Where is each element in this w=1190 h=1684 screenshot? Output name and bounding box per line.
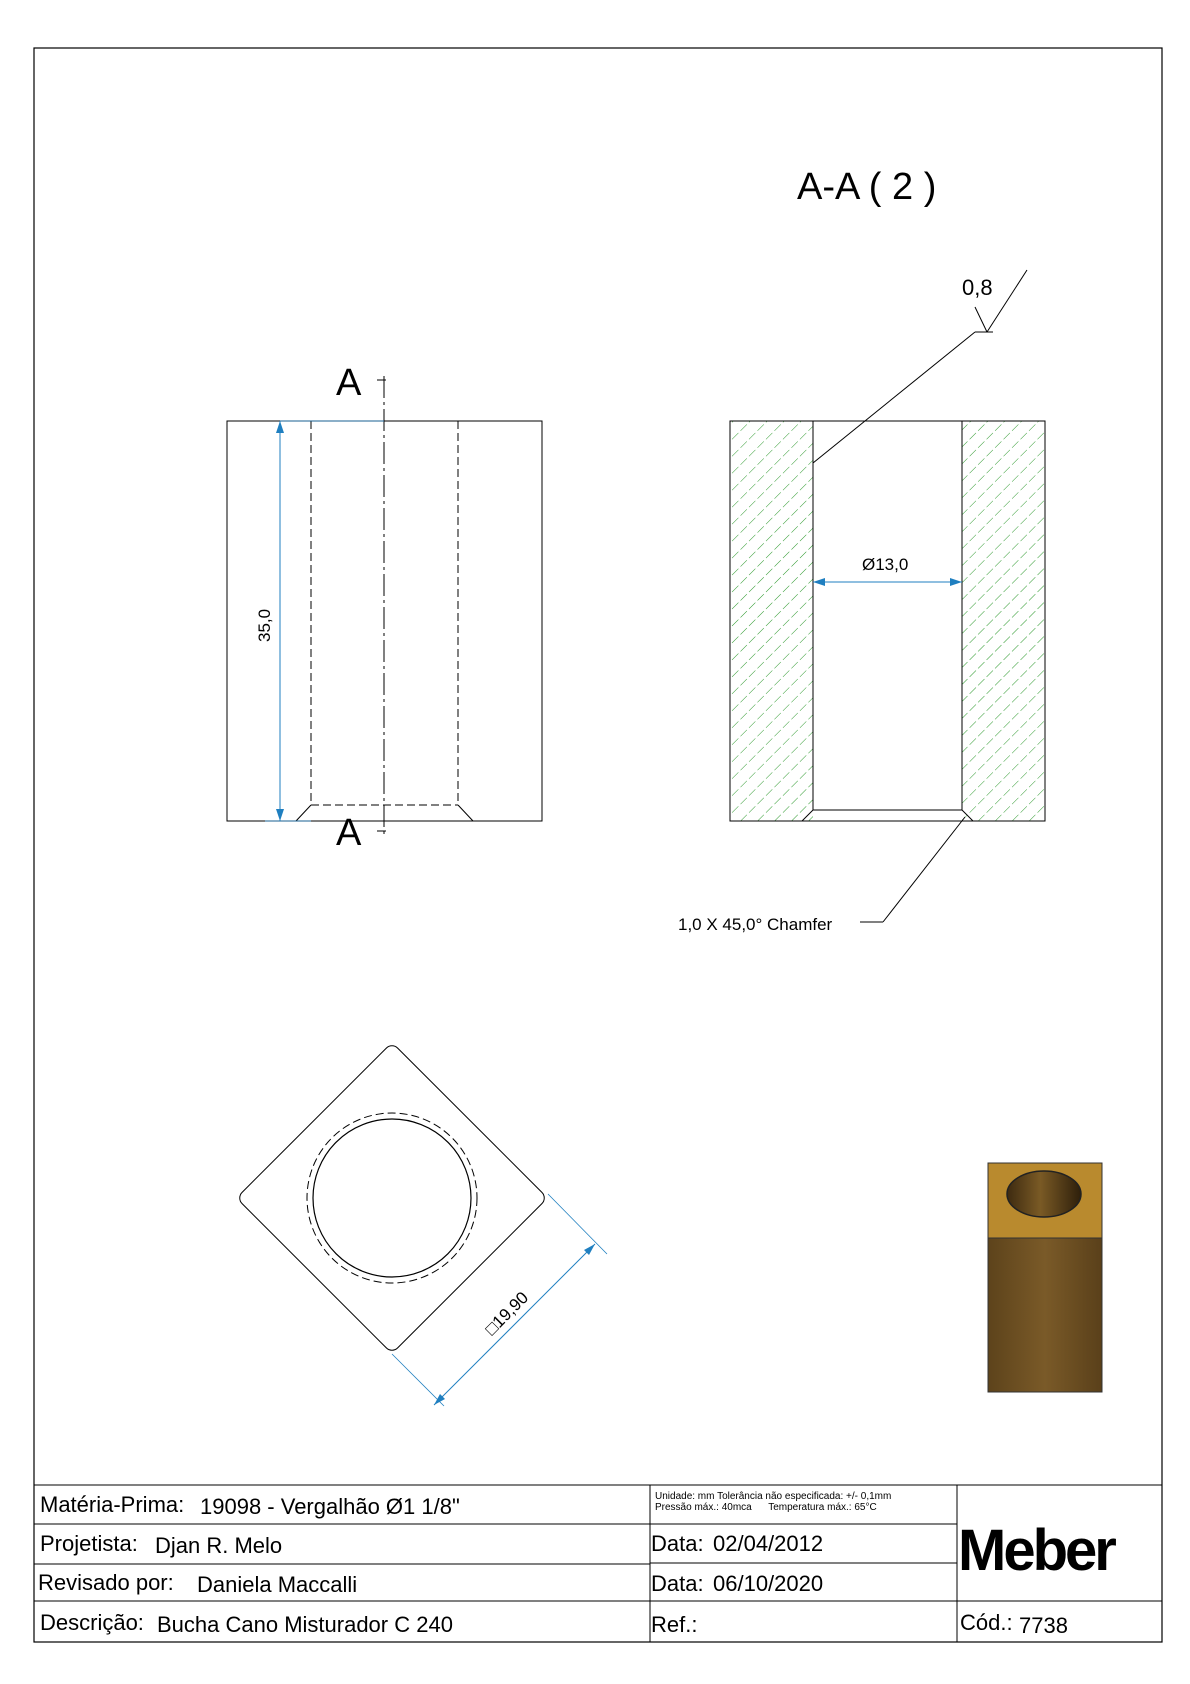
materia-prima-value: 19098 - Vergalhão Ø1 1/8" [200, 1494, 460, 1519]
data-2-label: Data: [651, 1571, 704, 1596]
square-dimension [392, 1194, 607, 1406]
projetista-label: Projetista: [40, 1531, 138, 1556]
meber-logo: Meber [958, 1518, 1114, 1583]
section-marker-bottom: A [336, 812, 362, 854]
materia-prima-label: Matéria-Prima: [40, 1492, 185, 1517]
specs-line-2: Pressão máx.: 40mca Temperatura máx.: 65°C [655, 1502, 877, 1513]
descricao-label: Descrição: [40, 1610, 144, 1635]
front-view [227, 362, 542, 854]
surface-finish-value: 0,8 [962, 275, 993, 300]
bore-dimension [813, 555, 962, 586]
square-dimension-label: □19,90 [481, 1288, 533, 1339]
section-marker-top: A [336, 362, 362, 404]
section-view [678, 166, 1045, 934]
projetista-value: Djan R. Melo [155, 1533, 283, 1558]
part-3d-preview [988, 1163, 1102, 1392]
descricao-value: Bucha Cano Misturador C 240 [157, 1612, 453, 1637]
revisado-value: Daniela Maccalli [197, 1572, 358, 1597]
height-dimension-label: 35,0 [255, 608, 274, 642]
bore-dimension-label: Ø13,0 [862, 555, 909, 574]
chamfer-callout [678, 817, 965, 934]
top-view [236, 1042, 607, 1406]
sheet-border [34, 48, 1162, 1642]
chamfer-note: 1,0 X 45,0° Chamfer [678, 915, 833, 934]
ref-label: Ref.: [651, 1612, 698, 1637]
revisado-label: Revisado por: [38, 1570, 174, 1595]
data-1-value: 02/04/2012 [713, 1531, 824, 1556]
section-title: A-A ( 2 ) [797, 166, 937, 208]
data-1-label: Data: [651, 1531, 704, 1556]
specs-line-1: Unidade: mm Tolerância não especificada: +/- 0,1mm [655, 1491, 892, 1502]
cod-label: Cód.: [960, 1610, 1013, 1635]
cod-value: 7738 [1019, 1613, 1068, 1638]
data-2-value: 06/10/2020 [713, 1571, 824, 1596]
height-dimension [255, 421, 384, 821]
